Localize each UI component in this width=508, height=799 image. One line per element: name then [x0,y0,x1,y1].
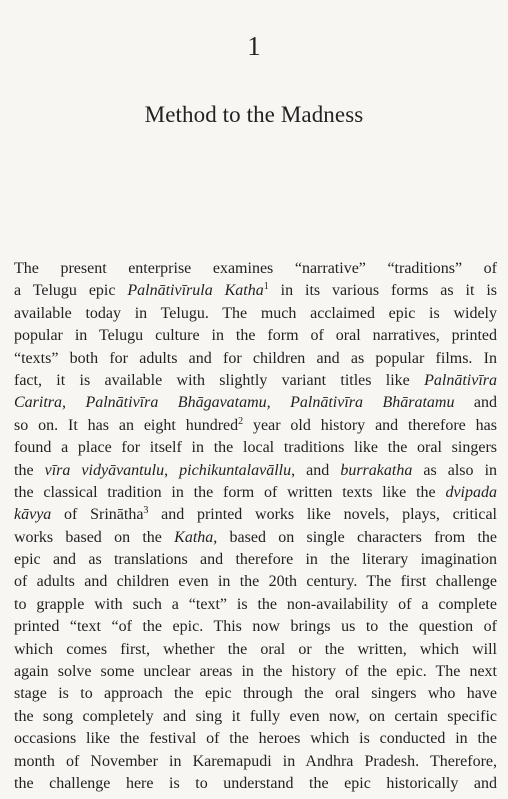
text-line [14,504,497,526]
text-run: of Srinātha [51,506,144,524]
text-run: available today in Telugu. The much acclaimed epic is widely [14,304,497,322]
text-run: month of November in Karemapudi in Andhra Pradesh. Therefore, [14,752,497,770]
text-run: and printed works like novels, plays, critical [148,506,497,524]
text-line [14,303,497,325]
chapter-number: 1 [247,31,261,61]
italic-term: vīra vidyāvantulu [44,461,165,479]
text-line [14,639,497,661]
text-run: the challenge here is to understand the epic historically and [14,774,497,792]
text-line [14,661,497,683]
text-run: found a place for itself in the local traditions like the oral singers [14,439,497,457]
footnote-marker: 3 [143,505,149,517]
text-line [14,728,497,750]
text-line [14,549,497,571]
text-run: as also in [412,461,498,479]
text-run: , and [291,461,341,479]
italic-term: Palnātivīrula Katha [127,282,264,300]
text-line [14,325,497,347]
text-run: which comes first, whether the oral or the written, which will [14,640,497,658]
text-line [14,594,497,616]
italic-term: Katha [174,528,214,546]
text-run: “texts” both for adults and for children and as popular films. In [14,349,497,367]
text-run: works based on the [14,528,175,546]
chapter-title: Method to the Madness [144,102,364,127]
text-line [14,773,497,795]
text-line [14,571,497,593]
text-line [14,280,497,302]
italic-term: kāvya [14,506,52,524]
text-run: the classical tradition in the form of written texts like the [14,483,446,501]
text-line [14,616,497,638]
text-line [14,370,497,392]
italic-term: pichikuntalavāllu [179,461,292,479]
text-run: in its various forms as it is [268,282,497,300]
text-run: of adults and children even in the 20th century. The first challenge [14,573,497,591]
footnote-marker: 2 [238,415,244,427]
text-line [14,482,497,504]
text-line [14,348,497,370]
text-line [14,527,497,549]
text-line [14,460,497,482]
text-line [14,683,497,705]
text-run: year old history and therefore has [243,416,497,434]
text-line [14,258,497,280]
text-run: the song completely and sing it fully even now, on certain specific [14,707,497,725]
text-line [14,437,497,459]
text-run: so on. It has an eight hundred [14,416,239,434]
text-run: and [454,394,498,412]
text-line [14,415,497,437]
italic-term: dvipada [445,483,497,501]
text-run: , based on single characters from the [213,528,497,546]
text-run: the [14,461,45,479]
text-run: again solve some unclear areas in the history of the epic. The next [14,663,497,681]
italic-term: Caritra, Palnātivīra Bhāgavatamu, Palnātivīra Bhāratamu [14,394,455,412]
text-run: stage is to approach the epic through the oral singers who have [14,685,497,703]
text-run: occasions like the festival of the heroes which is conducted in the [14,730,497,748]
italic-term: Palnātivīra [424,371,497,389]
text-run: The present enterprise examines “narrative” “traditions” of [14,260,497,277]
italic-term: burrakatha [340,461,413,479]
text-run: epic and as translations and therefore in the literary imagination [14,551,497,569]
text-run: printed “text “of the epic. This now brings us to the question of [14,618,497,636]
text-run: to grapple with such a “text” is the non-availability of a complete [14,595,497,613]
text-run: popular in Telugu culture in the form of oral narratives, printed [14,327,497,345]
text-run: fact, it is available with slightly variant titles like [14,371,425,389]
text-line [14,706,497,728]
text-run: a Telugu epic [14,282,128,300]
text-line [14,392,497,414]
footnote-marker: 1 [263,281,269,293]
text-line [14,751,497,773]
text-run: , [164,461,180,479]
body-paragraph [14,258,497,795]
